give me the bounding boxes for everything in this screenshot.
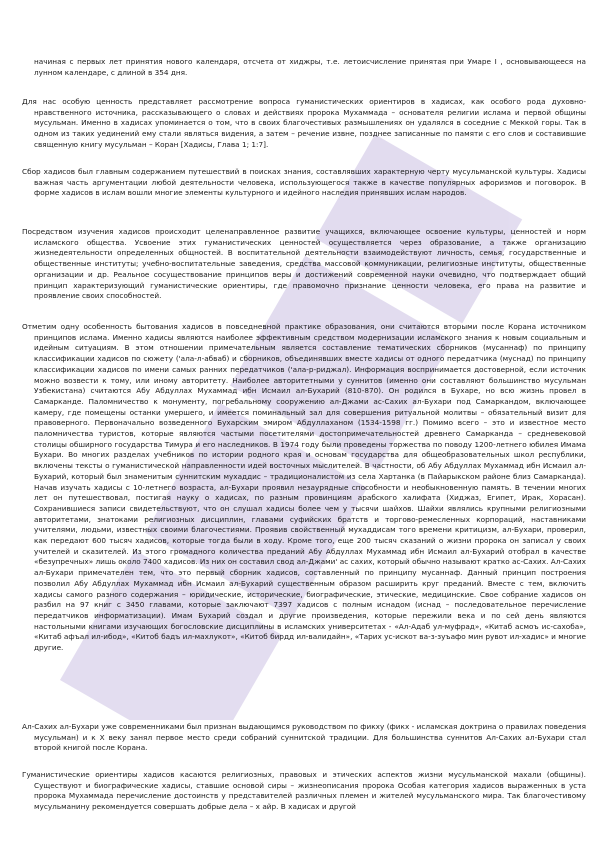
paragraph-1: начиная с первых лет принятия нового календаря, отсчета от хиджры, т.е. летоисчисление принятая при Умаре I , основывающееся на лунном календаре, с длиной в 354 дня.	[34, 57, 586, 77]
paragraph-6: Ал-Сахих ал-Бухари уже современниками был признан выдающимся руководством по фикху (фикх - исламская доктрина о правилах поведения мусульман) и к X веку занял первое место среди собраний суннитской традиции. Для большинства суннитов Ал-Сахих ал-Бухари стал второй книгой после Корана.	[22, 722, 586, 753]
paragraph-7: Гуманистические ориентиры хадисов касаются религиозных, правовых и этических аспектов жизни мусульманской махали (общины). Существуют и биографические хадисы, ставшие основой сиры – жизнеописания пророка Особая категория хадисов выраженных в уста пророка Мухаммада перечисление достоинств у представителей различных племен и жителей мусульманского мира. Так благочестивому мусульманину рекомендуется совершать добрые дела – х айр. В хадисах и другой	[22, 770, 586, 812]
paragraph-5: Отметим одну особенность бытования хадисов в повседневной практике образования, они считаются вторыми после Корана источником принципов ислама. Именно хадисы являются наиболее эффективным средством модернизации исламского знания к новым социальным и идейным ситуациям. В этом отношении примечательным является составление тематических сборников (мусаннаф) по принципу классификации хадисов по сюжету ('ала-л-абваб) и сборников, объединявших вместе хадисы от одного передатчика (муснад) по принципу классификации хадисов по имени самых ранних передатчиков ('ала-р-риджал). Информация воспринимается достоверной, если источник можно возвести к тому, или иному авторитету. Наиболее авторитетными у суннитов (именно они составляют большинство мусульман Узбекистана) считаются Абу Абдуллах Мухаммад ибн Исмаил ал-Бухарий (810-870). Он родился в Бухаре, но всю жизнь провел в Самарканде. Паломничество к монументу, погребальному сооружению ал-Джами ас-Сахих ал-Бухари под Самаркандом, включающее камеру, где помещены останки умершего, и имеется поминальный зал для совершения ритуальной молитвы – обязательный визит для правоверного. Первоначально возведенного Бухарским эмиром Абдуллаханом (1534-1598 гг.) Помимо всего – это и известное место паломничества туристов, которые являются частыми посетителями достопримечательностей древнего Самарканда – средневековой столицы обширного государства Тимура и его наследников. В 1974 году были проведены торжества по поводу 1200-летнего юбилея Имама Бухари. Во многих разделах учебников по истории родного края и основам государства для общеобразовательных школ республики, включены тексты о гуманистической направленности идей восточных мыслителей. В частности, об Абу Абдуллах Мухаммад ибн Исмаил ал-Бухарий, который был знаменитым суннитским мухаддис – традиционалистом из села Хартанка (в Пайарыкском районе близ Самарканда). Начав изучать хадисы с 10-летнего возраста, ал-Бухари проявил незаурядные способности и необыкновенную память. В течении многих лет он путешествовал, постигая науку о хадисах, по разным провинциям арабского халифата (Хиджаз, Египет, Ирак, Хорасан). Сохранившиеся записи свидетельствуют, что он слушал хадисы более чем у тысячи шайхов. Шайхи являлись крупными религиозными авторитетами, знатоками религиозных дисциплин, главами суфийских братств и торгово-ремесленных корпораций, наставниками учителями, людьми, известных своими благочестиями. Проявив свойственный мухаддисам того времени критицизм, ал-Бухари, проверил, как передают 600 тысяч хадисов, которые тогда были в ходу. Кроме того, еще 200 тысяч сказаний о жизни пророка он записал у своих учителей и сказителей. Из этого громадного количества преданий Абу Абдуллах Мухаммад ибн Исмаил ал-Бухарий отобрал в качестве «безупречных» лишь около 7400 хадисов. Из них он составил свод ал-Джами' ас сахих, который обычно называют кратко ас-Сахих. Ал-Сахих ал-Бухари примечателен тем, что это первый сборник хадисов, составленный по принципу мусаннаф. Данный принцип построения позволил Абу Абдуллах Мухаммад ибн Исмаил ал-Бухарий существенным образом расширить круг преданий. Вместе с тем, включить хадисы самого разного содержания – юридические, исторические, биографические, этические, медицинские. Свое собрание хадисов он разбил на 97 книг с 3450 главами, которые заключают 7397 хадисов с полным иснадом (иснад – последовательное перечисление передатчиков информатизации). Имам Бухарий создал и другие произведения, которые пережили века и по сей день являются настольными книгами изучающих богословские дисциплины в исламских университетах - «Ал-Адаб ул-муфрад», «Китаб асмоъ ис-сахоба», «Китаб афъал ил-ибод», «Китоб бадъ ил-махлукот», «Китоб бирдд ил-валидайн», «Тарих ус-искот ва-з-зуъафо мин рувот ил-хадис» и многие другие.	[22, 322, 586, 653]
paragraph-4: Посредством изучения хадисов происходит целенаправленное развитие учащихся, включающее освоение культуры, ценностей и норм исламского общества. Усвоение этих гуманистических ценностей осуществляется через образование, а также организацию жизнедеятельности определенных общностей. В воспитательной деятельности взаимодействуют личность, семья, государственные и общественные институты; учебно-воспитательные заведения, средства массовой коммуникации, религиозные институты, общественные организации и др. Реальное сосуществование принципов веры и достижений современной науки очевидно, что подтверждает общий принцип характеризующий гуманистические ориентиры, где правомочно признание ценности человека, его права на развитие и проявление своих способностей.	[22, 227, 586, 301]
paragraph-2: Для нас особую ценность представляет рассмотрение вопроса гуманистических ориентиров в хадисах, как особого рода духовно-нравственного источника, рассказывающего о словах и действиях пророка Мухаммада – основателя религии ислама и первой общины мусульман. Именно в хадисах упоминается о том, что в своих благочестивых размышлениях он удалялся в соседние с Меккой горы. Так в одном из таких уединений ему стали являться видения, а затем – речение извне, позднее записанные по памяти с его слов и составившие священную книгу мусульман – Коран [Хадисы, Глава 1; 1:7].	[22, 97, 586, 149]
paragraph-3: Сбор хадисов был главным содержанием путешествий в поисках знания, составлявших характерную черту мусульманской культуры. Хадисы важная часть аргументации любой деятельности человека, использующегося также в качестве популярных афоризмов и поговорок. В форме хадисов в ислам вошли многие элементы культурного и идейного наследия принявших ислам народов.	[22, 167, 586, 198]
